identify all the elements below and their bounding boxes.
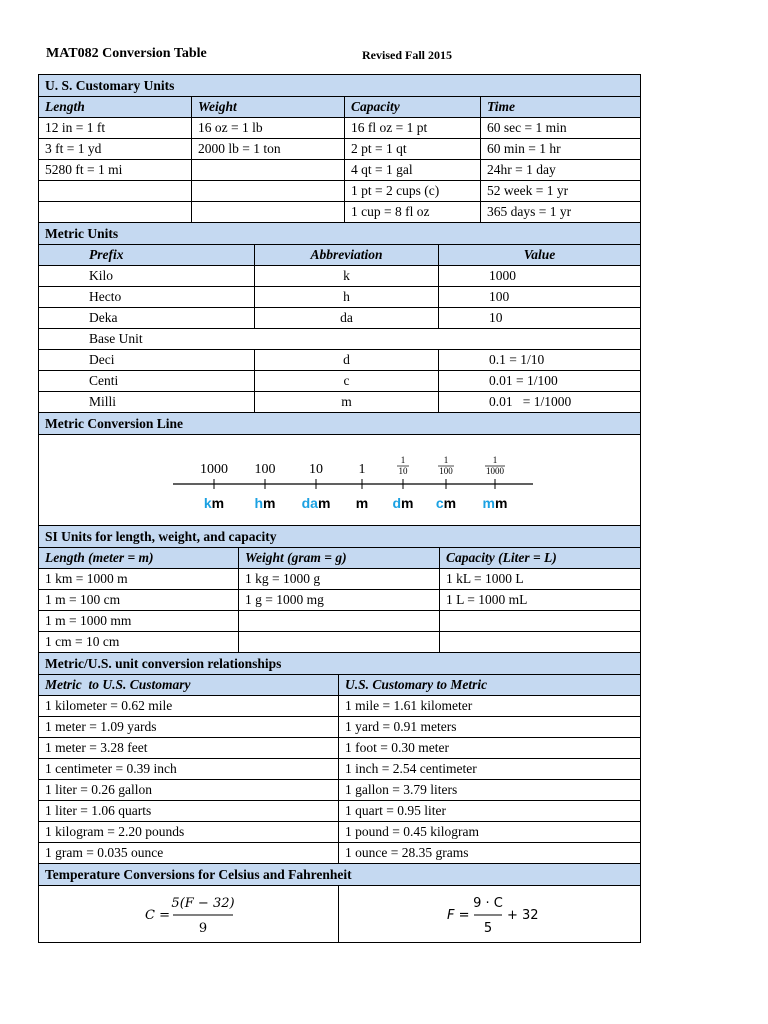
- us-customary-table: [38, 74, 641, 223]
- unit-label: hm: [254, 495, 276, 511]
- abbreviation-cell: m: [255, 392, 439, 413]
- base-unit-label: Base Unit: [39, 329, 641, 350]
- conversion-relationships-table: [38, 653, 641, 864]
- fraction-numerator: 1: [443, 455, 449, 465]
- table-row: [39, 822, 641, 843]
- column-header: Metric to U.S. Customary: [39, 675, 339, 696]
- table-row: [39, 160, 641, 181]
- table-cell: 1 meter = 3.28 feet: [39, 738, 339, 759]
- formula-lhs: C =: [145, 908, 170, 923]
- column-header: Length: [39, 97, 192, 118]
- table-row: [39, 308, 641, 329]
- formula-rhs: + 32: [507, 908, 539, 923]
- table-cell: 60 sec = 1 min: [481, 118, 641, 139]
- table-cell: 16 oz = 1 lb: [192, 118, 345, 139]
- table-row: [39, 717, 641, 738]
- column-header: U.S. Customary to Metric: [339, 675, 641, 696]
- column-header: Capacity: [345, 97, 481, 118]
- metric-header-row: [39, 245, 641, 266]
- table-cell: 1 pt = 2 cups (c): [345, 181, 481, 202]
- line-value: 1: [358, 462, 366, 477]
- abbreviation-cell: da: [255, 308, 439, 329]
- table-cell: 1 liter = 0.26 gallon: [39, 780, 339, 801]
- value-cell: 1000: [439, 266, 641, 287]
- column-header: Weight (gram = g): [239, 548, 440, 569]
- table-cell: [239, 611, 440, 632]
- table-cell: 1 ounce = 28.35 grams: [339, 843, 641, 864]
- table-cell: 365 days = 1 yr: [481, 202, 641, 223]
- abbreviation-cell: k: [255, 266, 439, 287]
- table-row: [39, 696, 641, 717]
- unit-label: m: [355, 495, 369, 511]
- celsius-formula: [45, 886, 335, 942]
- table-cell: 4 qt = 1 gal: [345, 160, 481, 181]
- table-cell: [192, 202, 345, 223]
- us-customary-title: U. S. Customary Units: [39, 75, 641, 97]
- table-row: [39, 266, 641, 287]
- column-header: Length (meter = m): [39, 548, 239, 569]
- formula-lhs: F =: [447, 908, 470, 923]
- table-row: [39, 202, 641, 223]
- column-header: Weight: [192, 97, 345, 118]
- table-cell: 1 pound = 0.45 kilogram: [339, 822, 641, 843]
- unit-label: dam: [301, 495, 331, 511]
- si-units-table: [38, 526, 641, 653]
- table-cell: 1 liter = 1.06 quarts: [39, 801, 339, 822]
- column-header: Capacity (Liter = L): [440, 548, 641, 569]
- column-header: Prefix: [39, 245, 255, 266]
- table-cell: 12 in = 1 ft: [39, 118, 192, 139]
- table-cell: [440, 632, 641, 653]
- unit-label: dm: [392, 495, 414, 511]
- table-cell: 1 kL = 1000 L: [440, 569, 641, 590]
- table-cell: 1 centimeter = 0.39 inch: [39, 759, 339, 780]
- table-row: [39, 371, 641, 392]
- formula-numerator: 5(F − 32): [171, 896, 235, 911]
- table-row: [39, 392, 641, 413]
- formula-numerator: 9 · C: [473, 896, 503, 911]
- table-row: [39, 350, 641, 371]
- table-cell: 1 meter = 1.09 yards: [39, 717, 339, 738]
- column-header: Value: [439, 245, 641, 266]
- table-cell: 1 g = 1000 mg: [239, 590, 440, 611]
- table-row: [39, 611, 641, 632]
- line-value: 1000: [200, 462, 228, 477]
- value-cell: 0.01 = 1/100: [439, 371, 641, 392]
- metric-line-title: Metric Conversion Line: [39, 413, 641, 435]
- table-cell: 1 m = 100 cm: [39, 590, 239, 611]
- temperature-title: Temperature Conversions for Celsius and Fahrenheit: [39, 864, 641, 886]
- us-customary-header-row: [39, 97, 641, 118]
- fahrenheit-formula-cell: [339, 886, 641, 943]
- abbreviation-cell: h: [255, 287, 439, 308]
- table-cell: 1 kg = 1000 g: [239, 569, 440, 590]
- column-header: Abbreviation: [255, 245, 439, 266]
- table-cell: 1 gallon = 3.79 liters: [339, 780, 641, 801]
- fraction-denominator: 1000: [486, 466, 504, 476]
- value-cell: 0.1 = 1/10: [439, 350, 641, 371]
- table-cell: 3 ft = 1 yd: [39, 139, 192, 160]
- table-cell: 2000 lb = 1 ton: [192, 139, 345, 160]
- temperature-table: [38, 864, 641, 943]
- fraction-denominator: 100: [439, 466, 453, 476]
- table-cell: 1 km = 1000 m: [39, 569, 239, 590]
- relationships-header-row: [39, 675, 641, 696]
- table-row: [39, 139, 641, 160]
- fraction-numerator: 1: [492, 455, 498, 465]
- table-row: [39, 118, 641, 139]
- table-cell: [192, 181, 345, 202]
- si-header-row: [39, 548, 641, 569]
- table-cell: 1 m = 1000 mm: [39, 611, 239, 632]
- table-cell: [239, 632, 440, 653]
- unit-label: mm: [482, 495, 508, 511]
- table-cell: 1 gram = 0.035 ounce: [39, 843, 339, 864]
- table-row: [39, 801, 641, 822]
- fraction-numerator: 1: [400, 455, 406, 465]
- abbreviation-cell: c: [255, 371, 439, 392]
- table-row: [39, 632, 641, 653]
- column-header: Time: [481, 97, 641, 118]
- page-title: MAT082 Conversion Table: [46, 46, 207, 61]
- unit-label: km: [203, 495, 225, 511]
- prefix-cell: Kilo: [39, 266, 255, 287]
- prefix-cell: Deci: [39, 350, 255, 371]
- fraction-denominator: 10: [398, 466, 408, 476]
- value-cell: 0.01 = 1/1000: [439, 392, 641, 413]
- line-value: 10: [309, 462, 323, 477]
- table-row: [39, 738, 641, 759]
- metric-conversion-line: [45, 435, 641, 525]
- table-cell: 1 kilogram = 2.20 pounds: [39, 822, 339, 843]
- metric-units-table: [38, 223, 641, 413]
- prefix-cell: Hecto: [39, 287, 255, 308]
- metric-units-title: Metric Units: [39, 223, 641, 245]
- table-cell: 1 mile = 1.61 kilometer: [339, 696, 641, 717]
- conversion-sheet: [38, 74, 640, 943]
- fahrenheit-formula: [345, 886, 637, 942]
- prefix-cell: Milli: [39, 392, 255, 413]
- table-row: [39, 181, 641, 202]
- table-cell: 2 pt = 1 qt: [345, 139, 481, 160]
- table-cell: [192, 160, 345, 181]
- table-cell: 1 cup = 8 fl oz: [345, 202, 481, 223]
- table-cell: 1 cm = 10 cm: [39, 632, 239, 653]
- table-cell: 1 kilometer = 0.62 mile: [39, 696, 339, 717]
- abbreviation-cell: d: [255, 350, 439, 371]
- relationships-title: Metric/U.S. unit conversion relationships: [39, 653, 641, 675]
- table-row: [39, 590, 641, 611]
- table-row: [39, 759, 641, 780]
- table-row: [39, 569, 641, 590]
- table-cell: [440, 611, 641, 632]
- table-cell: 16 fl oz = 1 pt: [345, 118, 481, 139]
- table-row: [39, 780, 641, 801]
- table-cell: 24hr = 1 day: [481, 160, 641, 181]
- table-cell: 60 min = 1 hr: [481, 139, 641, 160]
- table-row: [39, 287, 641, 308]
- table-cell: [39, 181, 192, 202]
- value-cell: 10: [439, 308, 641, 329]
- table-cell: 1 yard = 0.91 meters: [339, 717, 641, 738]
- table-cell: 1 foot = 0.30 meter: [339, 738, 641, 759]
- metric-line-table: [38, 413, 641, 526]
- revision-note: Revised Fall 2015: [362, 48, 452, 62]
- table-cell: 1 inch = 2.54 centimeter: [339, 759, 641, 780]
- prefix-cell: Centi: [39, 371, 255, 392]
- base-unit-row: [39, 329, 641, 350]
- table-cell: [39, 202, 192, 223]
- line-value: 100: [254, 462, 276, 477]
- si-units-title: SI Units for length, weight, and capacity: [39, 526, 641, 548]
- formula-denominator: 5: [483, 921, 493, 936]
- celsius-formula-cell: [39, 886, 339, 943]
- unit-label: cm: [435, 495, 457, 511]
- metric-line-cell: [39, 435, 641, 526]
- table-cell: 1 L = 1000 mL: [440, 590, 641, 611]
- value-cell: 100: [439, 287, 641, 308]
- formula-denominator: 9: [198, 921, 208, 936]
- prefix-cell: Deka: [39, 308, 255, 329]
- table-cell: 1 quart = 0.95 liter: [339, 801, 641, 822]
- table-row: [39, 843, 641, 864]
- table-cell: 5280 ft = 1 mi: [39, 160, 192, 181]
- table-cell: 52 week = 1 yr: [481, 181, 641, 202]
